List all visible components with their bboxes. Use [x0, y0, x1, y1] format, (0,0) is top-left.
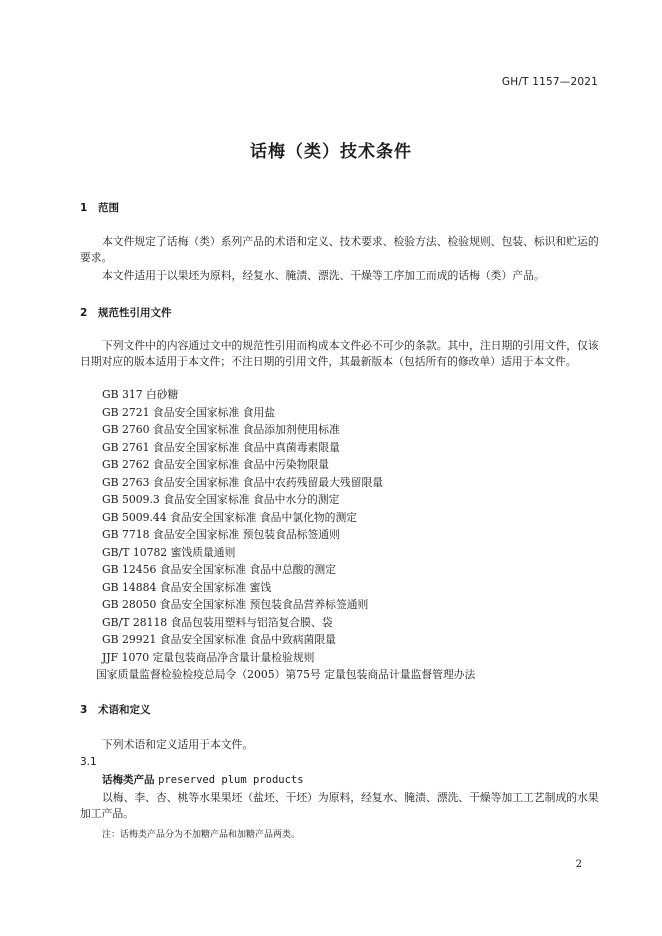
reference-item: GB 2761 食品安全国家标准 食品中真菌毒素限量 [102, 440, 340, 454]
reference-item: GB 317 白砂糖 [102, 388, 179, 401]
reference-item: GB 2762 食品安全国家标准 食品中污染物限量 [102, 458, 330, 471]
section-title: 术语和定义 [98, 704, 151, 716]
section-number: 2 [80, 307, 88, 319]
term-chinese: 话梅类产品 [102, 774, 155, 786]
reference-item: GB 2760 食品安全国家标准 食品添加剂使用标准 [102, 423, 340, 436]
term-entry [102, 772, 304, 787]
page-number: 2 [575, 859, 582, 870]
reference-item: GB 29921 食品安全国家标准 食品中致病菌限量 [102, 633, 336, 646]
term-number: 3.1 [80, 756, 97, 768]
section-title: 范围 [98, 202, 119, 214]
term-english: preserved plum products [158, 774, 304, 786]
terms-intro: 下列术语和定义适用于本文件。 [102, 738, 254, 751]
reference-item: GB 2721 食品安全国家标准 食用盐 [102, 405, 276, 419]
term-note: 注：话梅类产品分为不加糖产品和加糖产品两类。 [102, 830, 301, 840]
scope-paragraph-1: 本文件规定了话梅（类）系列产品的术语和定义、技术要求、检验方法、检验规则、包装、标识和贮运的要求。 [80, 235, 599, 264]
reference-item: GB 5009.3 食品安全国家标准 食品中水分的测定 [102, 493, 340, 506]
section-number: 3 [80, 704, 88, 716]
reference-item: GB 7718 食品安全国家标准 预包装食品标签通则 [102, 528, 340, 541]
section-title: 规范性引用文件 [98, 307, 172, 319]
scope-paragraph-2: 本文件适用于以果坯为原料，经复水、腌渍、漂洗、干燥等工序加工而成的话梅（类）产品。 [102, 269, 545, 282]
section-3-heading [80, 702, 151, 717]
reference-item: GB 14884 食品安全国家标准 蜜饯 [102, 580, 272, 594]
section-2-heading [80, 305, 172, 320]
reference-item: GB 12456 食品安全国家标准 食品中总酸的测定 [102, 563, 336, 576]
normative-references-intro: 下列文件中的内容通过文中的规范性引用而构成本文件必不可少的条款。其中，注日期的引用文件，仅该日期对应的版本适用于本文件；不注日期的引用文件，其最新版本（包括所有的修改单）适用于本文件。 [80, 339, 599, 368]
document-id: GH/T 1157—2021 [501, 76, 598, 88]
reference-item: GB/T 28118 食品包装用塑料与铝箔复合膜、袋 [102, 615, 333, 629]
reference-item: GB 28050 食品安全国家标准 预包装食品营养标签通则 [102, 598, 369, 611]
section-1-heading [80, 200, 119, 215]
document-title: 话梅（类）技术条件 [250, 142, 412, 162]
reference-item: JJF 1070 定量包装商品净含量计量检验规则 [102, 650, 315, 664]
reference-item: GB 5009.44 食品安全国家标准 食品中氯化物的测定 [102, 510, 358, 524]
section-number: 1 [80, 202, 88, 214]
reference-item: 国家质量监督检验检疫总局令（2005）第75号 定量包装商品计量监督管理办法 [96, 668, 476, 681]
term-definition: 以梅、李、杏、桃等水果果坯（盐坯、干坯）为原料，经复水、腌渍、漂洗、干燥等加工工艺制成的水果加工产品。 [80, 791, 599, 820]
reference-item: GB 2763 食品安全国家标准 食品中农药残留最大残留限量 [102, 475, 384, 489]
reference-list [96, 386, 476, 684]
reference-item: GB/T 10782 蜜饯质量通则 [102, 545, 236, 559]
